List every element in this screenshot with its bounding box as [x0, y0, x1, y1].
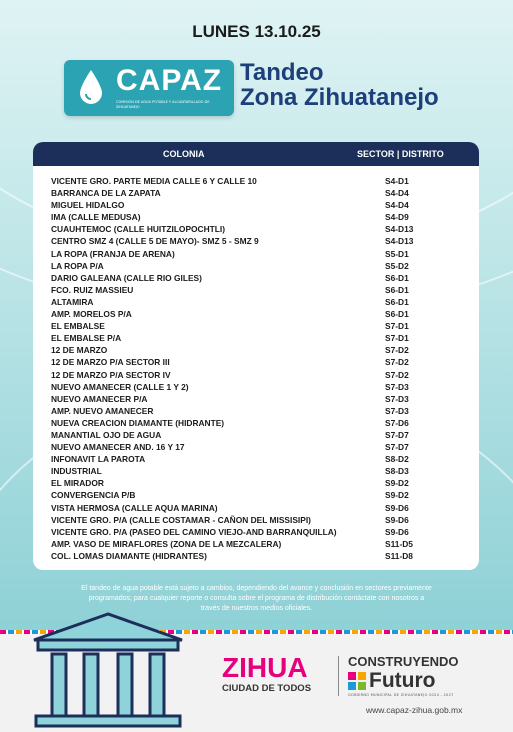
sector-cell: S9-D6 [385, 514, 409, 525]
sector-cell: S7-D7 [385, 429, 409, 440]
colonia-cell: CONVERGENCIA P/B [51, 490, 136, 501]
colonia-cell: FCO. RUIZ MASSIEU [51, 284, 134, 295]
note-line: programados; para cualquier reporte o consulta sobre el programa de distribución contáctate con nosotros a [88, 595, 425, 602]
colonia-cell: AMP. NUEVO AMANECER [51, 405, 154, 416]
table-row [33, 441, 479, 453]
table-row [33, 223, 479, 235]
colonia-cell: VISTA HERMOSA (CALLE AQUA MARINA) [51, 502, 218, 513]
colonia-cell: AMP. MORELOS P/A [51, 309, 132, 320]
colonia-cell: AMP. VASO DE MIRAFLORES (ZONA DE LA MEZCALERA) [51, 538, 282, 549]
colonia-cell: LA ROPA (FRANJA DE ARENA) [51, 248, 175, 259]
colonia-cell: EL EMBALSE P/A [51, 333, 122, 344]
sector-cell: S9-D6 [385, 502, 409, 513]
sector-cell: S6-D1 [385, 284, 409, 295]
colonia-cell: INFONAVIT LA PAROTA [51, 454, 146, 465]
sector-cell: S7-D3 [385, 381, 409, 392]
schedule-table [33, 142, 479, 570]
sector-cell: S8-D3 [385, 466, 409, 477]
table-row [33, 296, 479, 308]
table-row [33, 465, 479, 477]
table-row [33, 538, 479, 550]
table-row [33, 489, 479, 501]
colonia-cell: MIGUEL HIDALGO [51, 200, 125, 211]
sector-cell: S7-D2 [385, 345, 409, 356]
colonia-cell: 12 DE MARZO P/A SECTOR III [51, 357, 170, 368]
colonia-cell: EL MIRADOR [51, 478, 104, 489]
table-row [33, 284, 479, 296]
sector-cell: S6-D1 [385, 272, 409, 283]
table-row [33, 272, 479, 284]
column-header-sector: SECTOR | DISTRITO [357, 149, 444, 159]
construyendo-label: CONSTRUYENDO [348, 654, 459, 669]
sector-cell: S9-D6 [385, 526, 409, 537]
table-header [33, 142, 479, 166]
sector-cell: S5-D2 [385, 260, 409, 271]
colonia-cell: IMA (CALLE MEDUSA) [51, 212, 141, 223]
colonia-cell: LA ROPA P/A [51, 260, 104, 271]
table-row [33, 381, 479, 393]
table-row [33, 550, 479, 562]
sector-cell: S4-D4 [385, 188, 409, 199]
table-row [33, 211, 479, 223]
colonia-cell: VICENTE GRO. PARTE MEDIA CALLE 6 Y CALLE 10 [51, 176, 257, 186]
colonia-cell: BARRANCA DE LA ZAPATA [51, 188, 161, 199]
heading-line-1: Tandeo [240, 59, 324, 86]
zihua-tagline: CIUDAD DE TODOS [222, 683, 312, 694]
website-link[interactable]: www.capaz-zihua.gob.mx [366, 705, 463, 715]
note-line: El tandeo de agua potable está sujeto a cambios, dependiendo del avance y conclusión en sectores previamente [81, 585, 432, 592]
table-row [33, 308, 479, 320]
sector-cell: S7-D1 [385, 321, 409, 332]
futuro-grid-icon [348, 672, 366, 690]
sector-cell: S7-D6 [385, 417, 409, 428]
colonia-cell: 12 DE MARZO P/A SECTOR IV [51, 369, 171, 380]
sector-cell: S11-D8 [385, 550, 413, 561]
date-title: LUNES 13.10.25 [192, 22, 321, 41]
sector-cell: S5-D1 [385, 248, 409, 259]
table-row [33, 393, 479, 405]
colonia-cell: VICENTE GRO. P/A (PASEO DEL CAMINO VIEJO-AND BARRANQUILLA) [51, 526, 337, 537]
colonia-cell: CENTRO SMZ 4 (CALLE 5 DE MAYO)- SMZ 5 - SMZ 9 [51, 236, 259, 247]
table-row [33, 429, 479, 441]
sector-cell: S4-D4 [385, 200, 409, 211]
table-row [33, 187, 479, 199]
note-line: través de nuestros medios oficiales. [200, 605, 313, 612]
table-row [33, 356, 479, 368]
colonia-cell: NUEVO AMANECER AND. 16 Y 17 [51, 442, 185, 453]
table-row [33, 175, 479, 187]
sector-cell: S6-D1 [385, 309, 409, 320]
sector-cell: S7-D2 [385, 357, 409, 368]
zihua-logo: ZIHUA [222, 652, 308, 683]
table-body [33, 166, 479, 562]
sector-cell: S4-D1 [385, 176, 409, 186]
logo-name: CAPAZ [116, 64, 223, 97]
colonia-cell: COL. LOMAS DIAMANTE (HIDRANTES) [51, 550, 207, 561]
table-row [33, 477, 479, 489]
colonia-cell: NUEVA CREACION DIAMANTE (HIDRANTE) [51, 417, 225, 428]
table-row [33, 332, 479, 344]
table-row [33, 344, 479, 356]
logo-separator [338, 656, 339, 696]
table-row [33, 260, 479, 272]
sector-cell: S7-D3 [385, 405, 409, 416]
sector-cell: S9-D2 [385, 490, 409, 501]
colonia-cell: ALTAMIRA [51, 296, 94, 307]
capaz-logo [64, 60, 234, 116]
page-heading [240, 60, 439, 110]
sector-cell: S4-D13 [385, 224, 414, 235]
table-row [33, 417, 479, 429]
colonia-cell: 12 DE MARZO [51, 345, 108, 356]
colonia-cell: CUAUHTEMOC (CALLE HUITZILOPOCHTLI) [51, 224, 225, 235]
sector-cell: S7-D2 [385, 369, 409, 380]
table-row [33, 248, 479, 260]
table-row [33, 235, 479, 247]
column-header-colonia: COLONIA [163, 149, 205, 159]
table-row [33, 320, 479, 332]
table-row [33, 502, 479, 514]
colonia-cell: EL EMBALSE [51, 321, 105, 332]
sector-cell: S9-D2 [385, 478, 409, 489]
heading-line-2: Zona Zihuatanejo [240, 84, 439, 111]
futuro-subtitle: GOBIERNO MUNICIPAL DE ZIHUATANEJO 2024 - 2027 [348, 693, 454, 697]
table-row [33, 526, 479, 538]
table-row [33, 453, 479, 465]
sector-cell: S11-D5 [385, 538, 413, 549]
colonia-cell: MANANTIAL OJO DE AGUA [51, 429, 162, 440]
table-row [33, 369, 479, 381]
sector-cell: S8-D2 [385, 454, 409, 465]
colonia-cell: INDUSTRIAL [51, 466, 102, 477]
colonia-cell: NUEVO AMANECER P/A [51, 393, 148, 404]
colonia-cell: DARIO GALEANA (CALLE RIO GILES) [51, 272, 202, 283]
sector-cell: S4-D9 [385, 212, 409, 223]
table-row [33, 405, 479, 417]
building-illustration [28, 610, 188, 732]
logo-subtitle: COMISIÓN DE AGUA POTABLE Y ALCANTARILLADO DE ZIHUATANEJO [116, 100, 210, 109]
sector-cell: S7-D3 [385, 393, 409, 404]
colonia-cell: NUEVO AMANECER (CALLE 1 Y 2) [51, 381, 189, 392]
sector-cell: S4-D13 [385, 236, 414, 247]
colonia-cell: VICENTE GRO. P/A (CALLE COSTAMAR - CAÑON DEL MISSISIPI) [51, 514, 311, 525]
sector-cell: S7-D1 [385, 333, 409, 344]
futuro-label: Futuro [369, 669, 436, 692]
sector-cell: S6-D1 [385, 296, 409, 307]
table-row [33, 199, 479, 211]
water-drop-icon [78, 68, 104, 106]
sector-cell: S7-D7 [385, 442, 409, 453]
table-row [33, 514, 479, 526]
